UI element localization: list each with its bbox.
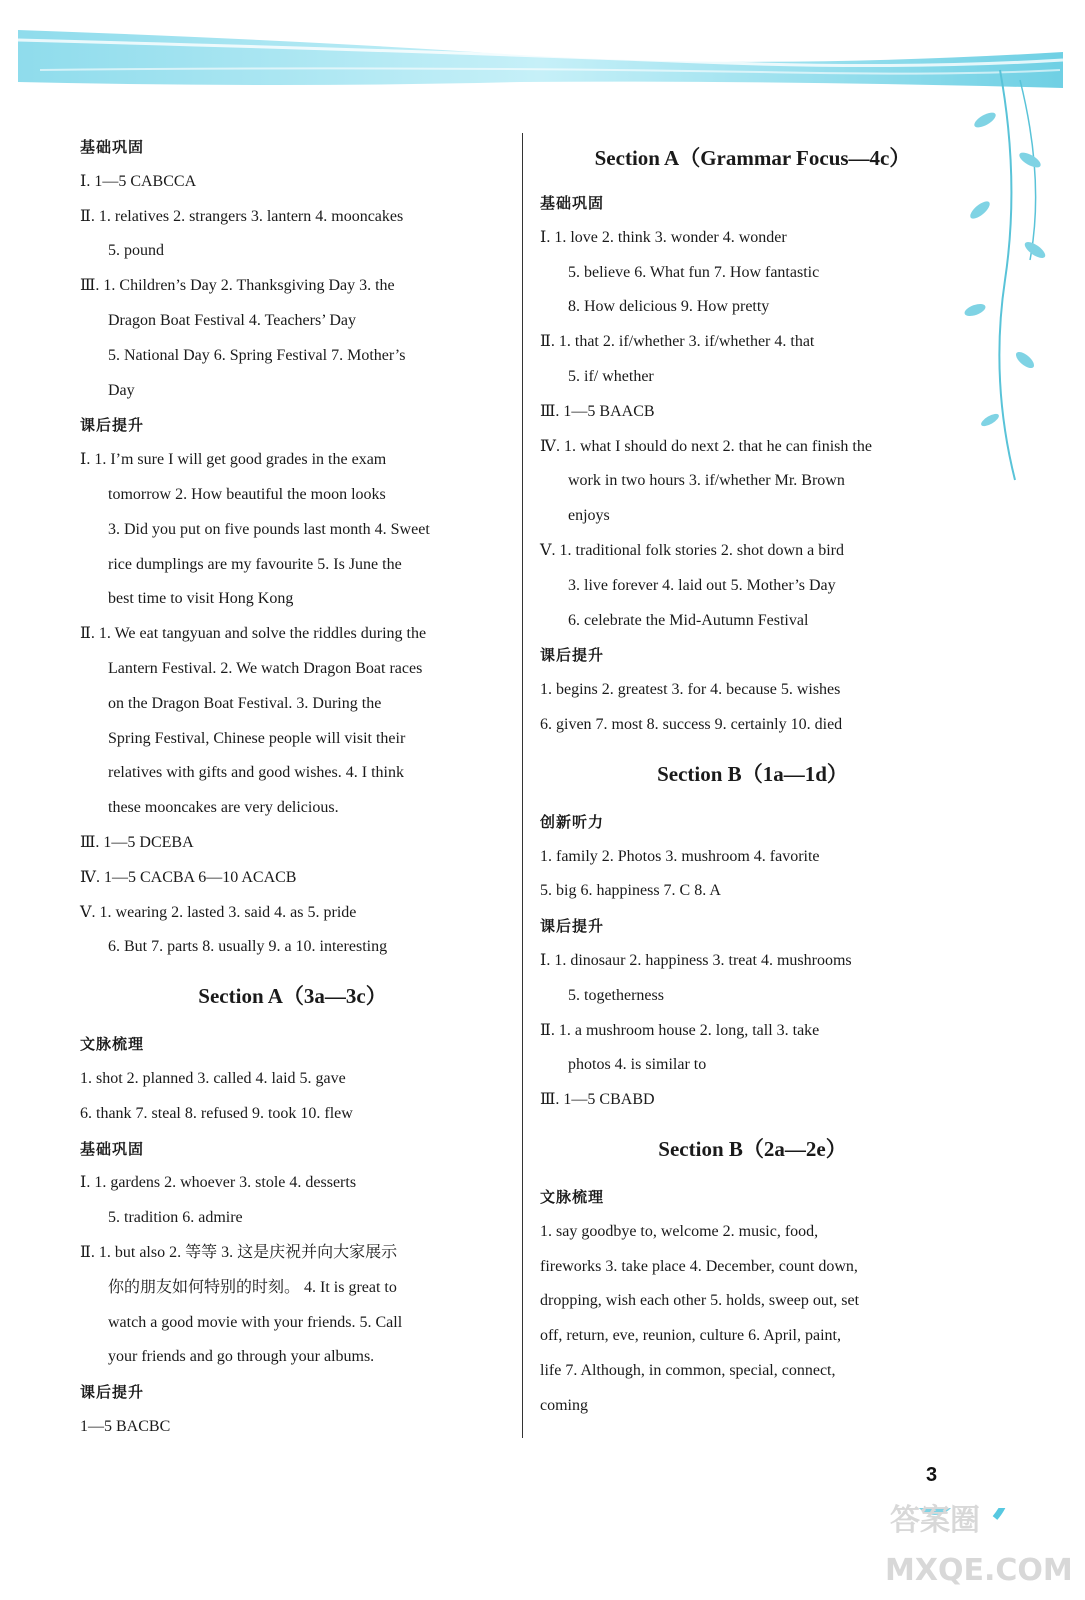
- answer-line: Ⅰ. 1—5 CABCCA: [80, 172, 197, 190]
- answer-line: 3. Did you put on five pounds last month 4. Sweet: [108, 520, 430, 538]
- answer-line: 5. National Day 6. Spring Festival 7. Mother’s: [108, 346, 406, 364]
- answer-line: 1. shot 2. planned 3. called 4. laid 5. gave: [80, 1069, 346, 1087]
- answer-line: 5. tradition 6. admire: [108, 1209, 243, 1227]
- answer-line: Ⅲ. 1. Children’s Day 2. Thanksgiving Day 3. the: [80, 277, 395, 295]
- answer-line: off, return, eve, reunion, culture 6. April, paint,: [540, 1327, 841, 1345]
- column-divider: [522, 133, 523, 1438]
- answer-line: enjoys: [568, 507, 610, 525]
- right-column: [540, 130, 965, 1424]
- answer-line: Ⅰ. 1. gardens 2. whoever 3. stole 4. desserts: [80, 1174, 357, 1192]
- answer-line: best time to visit Hong Kong: [108, 590, 294, 608]
- section-heading: 文脉梳理: [540, 1187, 605, 1206]
- answer-line: 8. How delicious 9. How pretty: [568, 298, 770, 316]
- answer-line: Dragon Boat Festival 4. Teachers’ Day: [108, 311, 356, 329]
- answer-line: Ⅰ. 1. love 2. think 3. wonder 4. wonder: [540, 228, 787, 246]
- answer-line: Ⅱ. 1. We eat tangyuan and solve the riddles during the: [80, 625, 427, 643]
- section-heading: 课后提升: [80, 1383, 145, 1402]
- answer-line: 5. if/ whether: [568, 367, 654, 385]
- answer-line: Lantern Festival. 2. We watch Dragon Boat races: [108, 659, 423, 677]
- answer-line: 1. say goodbye to, welcome 2. music, food,: [540, 1222, 819, 1240]
- answer-line: Ⅴ. 1. wearing 2. lasted 3. said 4. as 5. pride: [80, 903, 357, 921]
- answer-line: Ⅱ. 1. a mushroom house 2. long, tall 3. take: [540, 1021, 820, 1039]
- answer-line: watch a good movie with your friends. 5. Call: [108, 1313, 403, 1331]
- section-heading: 基础巩固: [80, 1139, 145, 1158]
- answer-line: your friends and go through your albums.: [108, 1348, 375, 1366]
- answer-line: 6. celebrate the Mid-Autumn Festival: [568, 611, 809, 629]
- left-column: [80, 130, 505, 1445]
- answer-line: coming: [540, 1396, 588, 1414]
- answer-line: on the Dragon Boat Festival. 3. During the: [108, 694, 382, 712]
- answer-line: fireworks 3. take place 4. December, count down,: [540, 1257, 858, 1275]
- answer-line: dropping, wish each other 5. holds, sweep out, set: [540, 1292, 860, 1310]
- answer-line: Day: [108, 381, 135, 399]
- section-title: Section B（1a—1d）: [657, 761, 848, 786]
- answer-line: photos 4. is similar to: [568, 1056, 707, 1074]
- section-heading: 基础巩固: [80, 138, 145, 156]
- answer-line: Ⅲ. 1—5 BAACB: [540, 402, 655, 420]
- answer-line: Ⅰ. 1. I’m sure I will get good grades in the exam: [80, 451, 387, 469]
- answer-line: Ⅲ. 1—5 CBABD: [540, 1091, 655, 1109]
- page-number: 3: [926, 1464, 938, 1486]
- answer-line: 5. big 6. happiness 7. C 8. A: [540, 882, 721, 900]
- section-heading: 课后提升: [540, 646, 605, 665]
- section-heading: 基础巩固: [540, 194, 605, 212]
- answer-line: 你的朋友如何特别的时刻。 4. It is great to: [108, 1278, 397, 1296]
- svg-text:答案圈: 答案圈: [890, 1503, 980, 1538]
- answer-line: Ⅰ. 1. dinosaur 2. happiness 3. treat 4. mushrooms: [540, 951, 852, 969]
- section-heading: 文脉梳理: [80, 1035, 145, 1054]
- answer-line: rice dumplings are my favourite 5. Is June the: [108, 555, 402, 573]
- section-title: Section B（2a—2e）: [658, 1136, 847, 1161]
- vine-decoration: [960, 60, 1085, 490]
- answer-line: 1. begins 2. greatest 3. for 4. because 5. wishes: [540, 681, 841, 699]
- answer-line: 6. thank 7. steal 8. refused 9. took 10. flew: [80, 1104, 353, 1122]
- answer-line: 6. But 7. parts 8. usually 9. a 10. interesting: [108, 938, 388, 956]
- answer-line: 1—5 BACBC: [80, 1417, 171, 1435]
- section-heading: 课后提升: [80, 416, 145, 435]
- answer-line: 1. family 2. Photos 3. mushroom 4. favorite: [540, 847, 820, 865]
- answer-line: 5. togetherness: [568, 986, 664, 1004]
- section-heading: 课后提升: [540, 917, 605, 936]
- answer-line: Ⅳ. 1. what I should do next 2. that he can finish the: [540, 437, 872, 455]
- answer-line: work in two hours 3. if/whether Mr. Brown: [568, 472, 845, 490]
- answer-line: 5. believe 6. What fun 7. How fantastic: [568, 263, 820, 281]
- answer-line: relatives with gifts and good wishes. 4. I think: [108, 764, 404, 782]
- section-heading: 创新听力: [540, 812, 605, 831]
- answer-line: tomorrow 2. How beautiful the moon looks: [108, 485, 386, 503]
- answer-line: Ⅴ. 1. traditional folk stories 2. shot down a bird: [540, 541, 844, 559]
- answer-line: Ⅱ. 1. that 2. if/whether 3. if/whether 4. that: [540, 333, 815, 351]
- answer-line: Ⅱ. 1. relatives 2. strangers 3. lantern 4. mooncakes: [80, 207, 404, 225]
- section-title: Section A（Grammar Focus—4c）: [594, 146, 911, 170]
- answer-line: Ⅱ. 1. but also 2. 等等 3. 这是庆祝并向大家展示: [80, 1243, 398, 1261]
- answer-line: 6. given 7. most 8. success 9. certainly 10. died: [540, 715, 843, 733]
- answer-line: Spring Festival, Chinese people will visit their: [108, 729, 406, 747]
- answer-line: life 7. Although, in common, special, connect,: [540, 1361, 836, 1379]
- answer-line: 5. pound: [108, 242, 164, 260]
- section-title: Section A（3a—3c）: [198, 984, 387, 1009]
- answer-line: these mooncakes are very delicious.: [108, 799, 339, 817]
- top-decorative-band: [0, 0, 1085, 110]
- answer-line: 3. live forever 4. laid out 5. Mother’s Day: [568, 576, 836, 594]
- watermark-logo: [880, 1490, 1080, 1595]
- answer-line: Ⅲ. 1—5 DCEBA: [80, 833, 194, 851]
- answer-line: Ⅳ. 1—5 CACBA 6—10 ACACB: [80, 868, 297, 886]
- svg-text:MXQE.COM: MXQE.COM: [885, 1553, 1073, 1588]
